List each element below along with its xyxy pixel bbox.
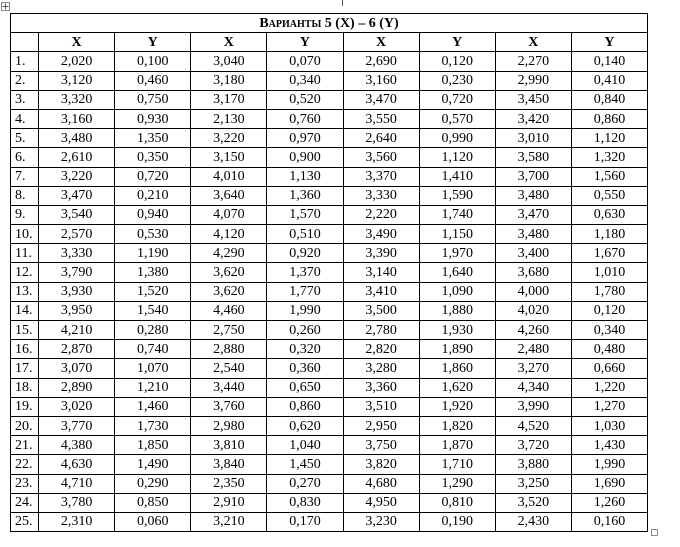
y-value-cell: 0,990 <box>419 129 495 148</box>
x-value-cell: 2,610 <box>39 148 115 167</box>
x-value-cell: 2,270 <box>495 52 571 71</box>
y-value-cell: 0,850 <box>115 493 191 512</box>
table-body <box>11 52 648 532</box>
y-value-cell: 1,290 <box>419 474 495 493</box>
row-number: 20. <box>11 416 39 435</box>
table-row <box>11 512 648 531</box>
x-value-cell: 2,570 <box>39 225 115 244</box>
x-value-cell: 3,400 <box>495 244 571 263</box>
y-value-cell: 1,210 <box>115 378 191 397</box>
x-value-cell: 4,120 <box>191 225 267 244</box>
y-value-cell: 0,810 <box>419 493 495 512</box>
column-header: X <box>343 33 419 52</box>
row-number: 17. <box>11 359 39 378</box>
x-value-cell: 4,010 <box>191 167 267 186</box>
x-value-cell: 4,710 <box>39 474 115 493</box>
x-value-cell: 2,350 <box>191 474 267 493</box>
y-value-cell: 1,740 <box>419 205 495 224</box>
table-row <box>11 71 648 90</box>
y-value-cell: 1,640 <box>419 263 495 282</box>
column-header: Y <box>267 33 343 52</box>
y-value-cell: 0,740 <box>115 340 191 359</box>
y-value-cell: 0,340 <box>571 321 647 340</box>
x-value-cell: 3,210 <box>191 512 267 531</box>
x-value-cell: 4,290 <box>191 244 267 263</box>
y-value-cell: 0,520 <box>267 90 343 109</box>
x-value-cell: 3,750 <box>343 436 419 455</box>
x-value-cell: 3,990 <box>495 397 571 416</box>
x-value-cell: 3,250 <box>495 474 571 493</box>
y-value-cell: 0,360 <box>267 359 343 378</box>
x-value-cell: 3,170 <box>191 90 267 109</box>
y-value-cell: 0,570 <box>419 109 495 128</box>
row-number: 6. <box>11 148 39 167</box>
y-value-cell: 1,770 <box>267 282 343 301</box>
y-value-cell: 0,970 <box>267 129 343 148</box>
x-value-cell: 3,810 <box>191 436 267 455</box>
x-value-cell: 3,540 <box>39 205 115 224</box>
x-value-cell: 3,790 <box>39 263 115 282</box>
y-value-cell: 1,380 <box>115 263 191 282</box>
x-value-cell: 2,780 <box>343 321 419 340</box>
y-value-cell: 0,230 <box>419 71 495 90</box>
y-value-cell: 1,930 <box>419 321 495 340</box>
row-number: 16. <box>11 340 39 359</box>
y-value-cell: 1,990 <box>267 301 343 320</box>
table-row <box>11 455 648 474</box>
x-value-cell: 2,950 <box>343 416 419 435</box>
table-row <box>11 129 648 148</box>
row-number: 13. <box>11 282 39 301</box>
row-number: 11. <box>11 244 39 263</box>
x-value-cell: 3,440 <box>191 378 267 397</box>
x-value-cell: 3,330 <box>343 186 419 205</box>
table-row <box>11 340 648 359</box>
column-header: X <box>495 33 571 52</box>
y-value-cell: 0,160 <box>571 512 647 531</box>
y-value-cell: 0,830 <box>267 493 343 512</box>
row-number: 5. <box>11 129 39 148</box>
table-row <box>11 493 648 512</box>
y-value-cell: 1,150 <box>419 225 495 244</box>
column-header: X <box>39 33 115 52</box>
y-value-cell: 1,820 <box>419 416 495 435</box>
y-value-cell: 0,840 <box>571 90 647 109</box>
x-value-cell: 4,680 <box>343 474 419 493</box>
y-value-cell: 1,090 <box>419 282 495 301</box>
x-value-cell: 3,720 <box>495 436 571 455</box>
y-value-cell: 0,120 <box>571 301 647 320</box>
y-value-cell: 0,930 <box>115 109 191 128</box>
y-value-cell: 0,100 <box>115 52 191 71</box>
row-number: 19. <box>11 397 39 416</box>
row-number: 9. <box>11 205 39 224</box>
x-value-cell: 4,630 <box>39 455 115 474</box>
x-value-cell: 3,700 <box>495 167 571 186</box>
y-value-cell: 1,450 <box>267 455 343 474</box>
table-row <box>11 397 648 416</box>
y-value-cell: 0,140 <box>571 52 647 71</box>
x-value-cell: 3,160 <box>343 71 419 90</box>
table-row <box>11 436 648 455</box>
y-value-cell: 0,620 <box>267 416 343 435</box>
x-value-cell: 3,580 <box>495 148 571 167</box>
y-value-cell: 1,590 <box>419 186 495 205</box>
y-value-cell: 1,780 <box>571 282 647 301</box>
y-value-cell: 1,570 <box>267 205 343 224</box>
table-row <box>11 205 648 224</box>
x-value-cell: 3,950 <box>39 301 115 320</box>
x-value-cell: 2,220 <box>343 205 419 224</box>
table-row <box>11 359 648 378</box>
y-value-cell: 1,710 <box>419 455 495 474</box>
row-number: 10. <box>11 225 39 244</box>
x-value-cell: 3,470 <box>495 205 571 224</box>
y-value-cell: 0,480 <box>571 340 647 359</box>
y-value-cell: 0,070 <box>267 52 343 71</box>
y-value-cell: 1,920 <box>419 397 495 416</box>
y-value-cell: 1,430 <box>571 436 647 455</box>
table-title: Варианты 5 (X) – 6 (Y) <box>11 14 648 33</box>
row-number: 21. <box>11 436 39 455</box>
row-number: 22. <box>11 455 39 474</box>
x-value-cell: 3,510 <box>343 397 419 416</box>
x-value-cell: 3,760 <box>191 397 267 416</box>
column-header: X <box>191 33 267 52</box>
column-header: Y <box>571 33 647 52</box>
x-value-cell: 3,010 <box>495 129 571 148</box>
x-value-cell: 4,260 <box>495 321 571 340</box>
y-value-cell: 1,860 <box>419 359 495 378</box>
y-value-cell: 1,130 <box>267 167 343 186</box>
row-number: 12. <box>11 263 39 282</box>
y-value-cell: 0,550 <box>571 186 647 205</box>
x-value-cell: 3,490 <box>343 225 419 244</box>
y-value-cell: 0,280 <box>115 321 191 340</box>
row-number: 2. <box>11 71 39 90</box>
x-value-cell: 3,320 <box>39 90 115 109</box>
x-value-cell: 4,070 <box>191 205 267 224</box>
column-header: Y <box>419 33 495 52</box>
table-row <box>11 52 648 71</box>
x-value-cell: 2,540 <box>191 359 267 378</box>
row-number: 24. <box>11 493 39 512</box>
y-value-cell: 1,120 <box>419 148 495 167</box>
y-value-cell: 1,410 <box>419 167 495 186</box>
x-value-cell: 3,180 <box>191 71 267 90</box>
y-value-cell: 0,260 <box>267 321 343 340</box>
x-value-cell: 3,520 <box>495 493 571 512</box>
table-row <box>11 416 648 435</box>
y-value-cell: 0,170 <box>267 512 343 531</box>
y-value-cell: 1,540 <box>115 301 191 320</box>
x-value-cell: 3,390 <box>343 244 419 263</box>
y-value-cell: 1,360 <box>267 186 343 205</box>
x-value-cell: 3,220 <box>191 129 267 148</box>
x-value-cell: 2,910 <box>191 493 267 512</box>
y-value-cell: 0,190 <box>419 512 495 531</box>
x-value-cell: 3,930 <box>39 282 115 301</box>
x-value-cell: 3,550 <box>343 109 419 128</box>
y-value-cell: 1,350 <box>115 129 191 148</box>
y-value-cell: 1,520 <box>115 282 191 301</box>
x-value-cell: 4,460 <box>191 301 267 320</box>
x-value-cell: 3,560 <box>343 148 419 167</box>
y-value-cell: 1,850 <box>115 436 191 455</box>
y-value-cell: 0,630 <box>571 205 647 224</box>
y-value-cell: 0,650 <box>267 378 343 397</box>
x-value-cell: 3,120 <box>39 71 115 90</box>
y-value-cell: 0,350 <box>115 148 191 167</box>
y-value-cell: 1,870 <box>419 436 495 455</box>
table-row <box>11 378 648 397</box>
x-value-cell: 3,370 <box>343 167 419 186</box>
y-value-cell: 1,670 <box>571 244 647 263</box>
x-value-cell: 3,330 <box>39 244 115 263</box>
x-value-cell: 3,620 <box>191 282 267 301</box>
row-number: 14. <box>11 301 39 320</box>
y-value-cell: 0,760 <box>267 109 343 128</box>
table-row <box>11 148 648 167</box>
y-value-cell: 1,320 <box>571 148 647 167</box>
x-value-cell: 3,840 <box>191 455 267 474</box>
y-value-cell: 0,320 <box>267 340 343 359</box>
x-value-cell: 3,500 <box>343 301 419 320</box>
y-value-cell: 1,260 <box>571 493 647 512</box>
y-value-cell: 1,620 <box>419 378 495 397</box>
x-value-cell: 3,470 <box>343 90 419 109</box>
x-value-cell: 3,420 <box>495 109 571 128</box>
y-value-cell: 1,220 <box>571 378 647 397</box>
y-value-cell: 0,720 <box>115 167 191 186</box>
y-value-cell: 0,510 <box>267 225 343 244</box>
x-value-cell: 2,640 <box>343 129 419 148</box>
table-row <box>11 186 648 205</box>
y-value-cell: 1,030 <box>571 416 647 435</box>
y-value-cell: 0,290 <box>115 474 191 493</box>
x-value-cell: 3,150 <box>191 148 267 167</box>
y-value-cell: 0,940 <box>115 205 191 224</box>
y-value-cell: 1,880 <box>419 301 495 320</box>
table-row <box>11 263 648 282</box>
y-value-cell: 1,270 <box>571 397 647 416</box>
x-value-cell: 3,360 <box>343 378 419 397</box>
y-value-cell: 0,860 <box>267 397 343 416</box>
x-value-cell: 2,990 <box>495 71 571 90</box>
x-value-cell: 3,470 <box>39 186 115 205</box>
table-resize-handle[interactable] <box>651 529 658 536</box>
y-value-cell: 1,010 <box>571 263 647 282</box>
x-value-cell: 2,820 <box>343 340 419 359</box>
y-value-cell: 1,690 <box>571 474 647 493</box>
x-value-cell: 2,020 <box>39 52 115 71</box>
row-number: 4. <box>11 109 39 128</box>
x-value-cell: 2,310 <box>39 512 115 531</box>
x-value-cell: 4,210 <box>39 321 115 340</box>
row-number: 15. <box>11 321 39 340</box>
x-value-cell: 3,020 <box>39 397 115 416</box>
row-number: 25. <box>11 512 39 531</box>
table-row <box>11 225 648 244</box>
x-value-cell: 3,410 <box>343 282 419 301</box>
table-row <box>11 244 648 263</box>
x-value-cell: 2,880 <box>191 340 267 359</box>
y-value-cell: 0,120 <box>419 52 495 71</box>
y-value-cell: 1,890 <box>419 340 495 359</box>
x-value-cell: 3,220 <box>39 167 115 186</box>
row-number: 1. <box>11 52 39 71</box>
x-value-cell: 2,480 <box>495 340 571 359</box>
x-value-cell: 4,340 <box>495 378 571 397</box>
x-value-cell: 3,770 <box>39 416 115 435</box>
x-value-cell: 4,950 <box>343 493 419 512</box>
x-value-cell: 3,480 <box>39 129 115 148</box>
y-value-cell: 0,530 <box>115 225 191 244</box>
y-value-cell: 1,560 <box>571 167 647 186</box>
y-value-cell: 0,460 <box>115 71 191 90</box>
row-number-header <box>11 33 39 52</box>
y-value-cell: 1,180 <box>571 225 647 244</box>
x-value-cell: 2,980 <box>191 416 267 435</box>
table-row <box>11 321 648 340</box>
y-value-cell: 0,060 <box>115 512 191 531</box>
x-value-cell: 3,160 <box>39 109 115 128</box>
y-value-cell: 0,410 <box>571 71 647 90</box>
y-value-cell: 1,730 <box>115 416 191 435</box>
x-value-cell: 4,380 <box>39 436 115 455</box>
table-row <box>11 282 648 301</box>
y-value-cell: 0,900 <box>267 148 343 167</box>
table-row <box>11 109 648 128</box>
x-value-cell: 4,020 <box>495 301 571 320</box>
x-value-cell: 3,620 <box>191 263 267 282</box>
row-number: 18. <box>11 378 39 397</box>
y-value-cell: 1,190 <box>115 244 191 263</box>
title-row <box>11 14 648 33</box>
table-move-handle[interactable] <box>1 2 10 11</box>
x-value-cell: 3,480 <box>495 186 571 205</box>
y-value-cell: 0,720 <box>419 90 495 109</box>
y-value-cell: 1,120 <box>571 129 647 148</box>
x-value-cell: 3,480 <box>495 225 571 244</box>
y-value-cell: 1,070 <box>115 359 191 378</box>
row-number: 7. <box>11 167 39 186</box>
column-header: Y <box>115 33 191 52</box>
y-value-cell: 0,660 <box>571 359 647 378</box>
y-value-cell: 0,750 <box>115 90 191 109</box>
text-cursor-mark <box>342 0 343 6</box>
y-value-cell: 0,340 <box>267 71 343 90</box>
table-row <box>11 474 648 493</box>
table-row <box>11 90 648 109</box>
x-value-cell: 3,270 <box>495 359 571 378</box>
x-value-cell: 3,230 <box>343 512 419 531</box>
y-value-cell: 1,040 <box>267 436 343 455</box>
row-number: 8. <box>11 186 39 205</box>
x-value-cell: 3,450 <box>495 90 571 109</box>
x-value-cell: 3,820 <box>343 455 419 474</box>
x-value-cell: 3,140 <box>343 263 419 282</box>
x-value-cell: 2,690 <box>343 52 419 71</box>
x-value-cell: 2,130 <box>191 109 267 128</box>
x-value-cell: 3,680 <box>495 263 571 282</box>
x-value-cell: 3,070 <box>39 359 115 378</box>
y-value-cell: 1,490 <box>115 455 191 474</box>
x-value-cell: 2,430 <box>495 512 571 531</box>
y-value-cell: 0,860 <box>571 109 647 128</box>
y-value-cell: 1,460 <box>115 397 191 416</box>
x-value-cell: 4,520 <box>495 416 571 435</box>
x-value-cell: 3,640 <box>191 186 267 205</box>
x-value-cell: 3,280 <box>343 359 419 378</box>
x-value-cell: 2,750 <box>191 321 267 340</box>
variants-table <box>10 13 648 532</box>
y-value-cell: 0,920 <box>267 244 343 263</box>
y-value-cell: 0,210 <box>115 186 191 205</box>
x-value-cell: 2,870 <box>39 340 115 359</box>
y-value-cell: 0,270 <box>267 474 343 493</box>
row-number: 3. <box>11 90 39 109</box>
table-row <box>11 167 648 186</box>
x-value-cell: 4,000 <box>495 282 571 301</box>
y-value-cell: 1,970 <box>419 244 495 263</box>
x-value-cell: 3,880 <box>495 455 571 474</box>
y-value-cell: 1,370 <box>267 263 343 282</box>
x-value-cell: 3,780 <box>39 493 115 512</box>
x-value-cell: 2,890 <box>39 378 115 397</box>
header-row <box>11 33 648 52</box>
x-value-cell: 3,040 <box>191 52 267 71</box>
table-row <box>11 301 648 320</box>
row-number: 23. <box>11 474 39 493</box>
y-value-cell: 1,990 <box>571 455 647 474</box>
